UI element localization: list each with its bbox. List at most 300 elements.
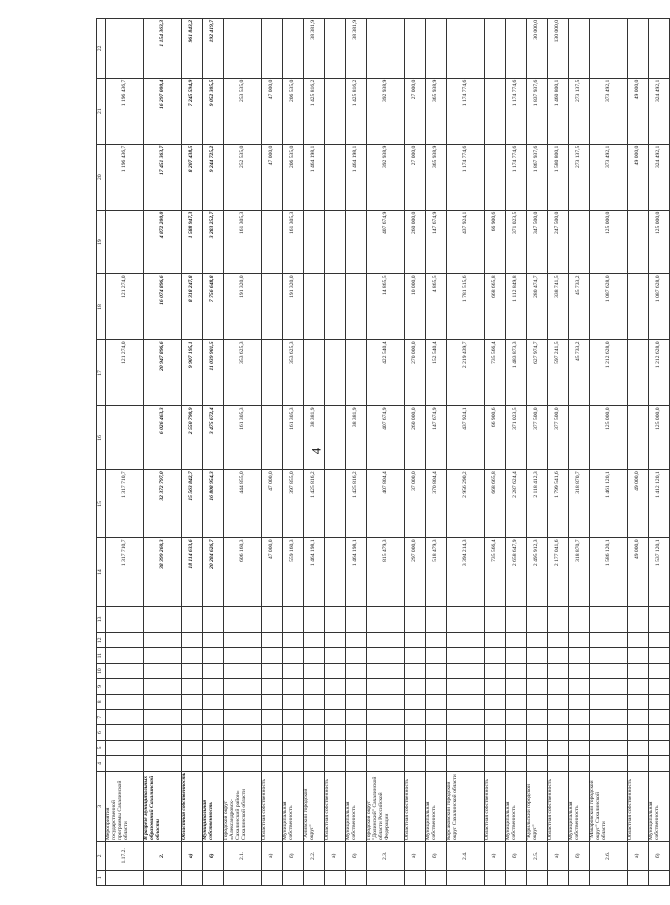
value-cell: 38 381,9: [346, 406, 367, 470]
value-cell: 1 580 800,1: [548, 144, 569, 210]
empty-cell: [224, 648, 262, 663]
empty-cell: [144, 663, 182, 678]
empty-cell: [283, 710, 304, 725]
row-number-cell: 2.5.: [527, 842, 548, 871]
value-cell: 1 196 436,7: [106, 78, 144, 144]
empty-cell: [144, 679, 182, 694]
value-cell: [485, 144, 506, 210]
table-header-row: [97, 19, 106, 886]
empty-cell: [283, 679, 304, 694]
empty-cell: [527, 679, 548, 694]
table-row: [447, 19, 485, 886]
row-number-cell: [548, 870, 569, 885]
empty-cell: [590, 633, 628, 648]
empty-cell: [447, 740, 485, 755]
empty-cell: [367, 648, 405, 663]
table-row: [325, 19, 346, 886]
row-number-cell: [325, 870, 346, 885]
value-cell: 4 865,5: [426, 274, 447, 340]
value-cell: 1 317 710,7: [106, 538, 144, 606]
empty-cell: [426, 725, 447, 740]
empty-cell: [346, 606, 367, 632]
column-number: 6: [97, 725, 106, 740]
row-name-cell: "Анивский городской округ": [304, 771, 325, 841]
empty-cell: [182, 663, 203, 678]
value-cell: 2 658 647,9: [506, 538, 527, 606]
row-number-cell: [506, 870, 527, 885]
empty-cell: [262, 756, 283, 771]
empty-cell: [506, 710, 527, 725]
empty-cell: [548, 633, 569, 648]
value-cell: 1 212 628,0: [649, 340, 670, 406]
empty-cell: [590, 756, 628, 771]
value-cell: 3 283 252,7: [203, 210, 224, 274]
empty-cell: [224, 725, 262, 740]
column-number: 5: [97, 740, 106, 755]
value-cell: [325, 340, 346, 406]
empty-cell: [649, 740, 670, 755]
value-cell: 30 000,0: [527, 19, 548, 79]
value-cell: 444 855,0: [224, 470, 262, 538]
empty-cell: [346, 633, 367, 648]
value-cell: 260 000,0: [405, 210, 426, 274]
value-cell: 1 483 873,3: [506, 340, 527, 406]
value-cell: 47 000,0: [262, 144, 283, 210]
value-cell: 370 804,4: [426, 470, 447, 538]
value-cell: 1 087 628,0: [590, 274, 628, 340]
empty-cell: [262, 633, 283, 648]
row-number-cell: [590, 870, 628, 885]
row-number-cell: [262, 870, 283, 885]
empty-cell: [182, 679, 203, 694]
row-number-cell: 1.17.2.: [106, 842, 144, 871]
value-cell: 125 000,0: [590, 210, 628, 274]
value-cell: [325, 274, 346, 340]
empty-cell: [325, 740, 346, 755]
empty-cell: [447, 648, 485, 663]
row-number-cell: [304, 870, 325, 885]
value-cell: 1 154 363,3: [144, 19, 182, 79]
value-cell: 152 540,4: [426, 340, 447, 406]
empty-cell: [447, 663, 485, 678]
value-cell: [106, 406, 144, 470]
empty-cell: [548, 756, 569, 771]
column-number: 2: [97, 842, 106, 871]
empty-cell: [106, 663, 144, 678]
value-cell: 66 900,6: [485, 406, 506, 470]
value-cell: [367, 19, 405, 79]
value-cell: 668 665,8: [485, 470, 506, 538]
empty-cell: [144, 694, 182, 709]
empty-cell: [628, 679, 649, 694]
value-cell: [346, 274, 367, 340]
value-cell: 1 867 937,6: [527, 144, 548, 210]
value-cell: 32 372 797,0: [144, 470, 182, 538]
column-number: 9: [97, 679, 106, 694]
value-cell: 17 451 363,7: [144, 144, 182, 210]
row-number-cell: б): [203, 842, 224, 871]
empty-cell: [628, 740, 649, 755]
table-row: [548, 19, 569, 886]
row-number-cell: [367, 870, 405, 885]
table-row: [262, 19, 283, 886]
row-number-cell: [569, 870, 590, 885]
table-row: [144, 19, 182, 886]
empty-cell: [485, 606, 506, 632]
empty-cell: [367, 756, 405, 771]
empty-cell: [106, 648, 144, 663]
row-name-cell: Областная собственность: [548, 771, 569, 841]
empty-cell: [346, 694, 367, 709]
value-cell: 191 320,0: [224, 274, 262, 340]
value-cell: [447, 19, 485, 79]
row-name-cell: Областная собственность: [485, 771, 506, 841]
value-cell: 49 000,0: [628, 470, 649, 538]
value-cell: [283, 19, 304, 79]
value-cell: [569, 210, 590, 274]
value-cell: 9 244 725,2: [203, 144, 224, 210]
value-cell: 27 000,0: [405, 144, 426, 210]
empty-cell: [144, 710, 182, 725]
value-cell: [325, 78, 346, 144]
empty-cell: [144, 740, 182, 755]
value-cell: [426, 19, 447, 79]
value-cell: 20 947 896,6: [144, 340, 182, 406]
empty-cell: [106, 710, 144, 725]
empty-cell: [649, 725, 670, 740]
empty-cell: [569, 756, 590, 771]
value-cell: 1 174 774,6: [506, 144, 527, 210]
empty-cell: [367, 679, 405, 694]
row-name-cell: В разрезе муниципальных образований Сахалинской области: [144, 771, 182, 841]
empty-cell: [325, 725, 346, 740]
table-row: [182, 19, 203, 886]
empty-cell: [346, 710, 367, 725]
row-number-cell: [224, 870, 262, 885]
value-cell: 1 425 816,2: [304, 78, 325, 144]
row-number-cell: [283, 870, 304, 885]
empty-cell: [325, 694, 346, 709]
empty-cell: [106, 725, 144, 740]
empty-cell: [590, 740, 628, 755]
row-number-cell: а): [628, 842, 649, 871]
value-cell: 318 870,7: [569, 538, 590, 606]
value-cell: 1 112 849,8: [506, 274, 527, 340]
empty-cell: [485, 694, 506, 709]
value-cell: 324 492,1: [649, 78, 670, 144]
value-cell: 273 137,5: [569, 78, 590, 144]
empty-cell: [182, 710, 203, 725]
column-number: 13: [97, 606, 106, 632]
empty-cell: [405, 740, 426, 755]
row-name-cell: "Макаровский городской округ" Сахалинской области: [590, 771, 628, 841]
value-cell: 353 625,3: [283, 340, 304, 406]
table-row: [506, 19, 527, 886]
empty-cell: [485, 663, 506, 678]
empty-cell: [224, 756, 262, 771]
empty-cell: [346, 648, 367, 663]
empty-cell: [325, 756, 346, 771]
table-row: [485, 19, 506, 886]
value-cell: 206 535,0: [283, 144, 304, 210]
value-cell: 518 479,3: [426, 538, 447, 606]
value-cell: [485, 78, 506, 144]
value-cell: [262, 210, 283, 274]
value-cell: 121 274,0: [106, 340, 144, 406]
value-cell: [485, 19, 506, 79]
row-name-cell: Муниципальная собственность: [569, 771, 590, 841]
value-cell: 253 535,0: [224, 78, 262, 144]
value-cell: 9 052 305,5: [203, 78, 224, 144]
value-cell: 14 865,5: [367, 274, 405, 340]
empty-cell: [346, 663, 367, 678]
row-number-cell: [485, 870, 506, 885]
value-cell: 47 000,0: [262, 470, 283, 538]
value-cell: 191 320,0: [283, 274, 304, 340]
empty-cell: [405, 663, 426, 678]
value-cell: 206 535,0: [283, 78, 304, 144]
value-cell: 437 924,1: [447, 406, 485, 470]
table-row: [203, 19, 224, 886]
value-cell: 3 475 672,4: [203, 406, 224, 470]
row-number-cell: а): [548, 842, 569, 871]
value-cell: 260 000,0: [405, 406, 426, 470]
value-cell: 161 305,3: [224, 406, 262, 470]
table-row: [569, 19, 590, 886]
value-cell: 422 540,4: [367, 340, 405, 406]
row-number-cell: б): [426, 842, 447, 871]
empty-cell: [203, 710, 224, 725]
table-container: [96, 18, 662, 886]
value-cell: 16 808 954,3: [203, 470, 224, 538]
row-number-cell: 2.: [144, 842, 182, 871]
table-row: [405, 19, 426, 886]
empty-cell: [590, 710, 628, 725]
value-cell: 125 000,0: [649, 210, 670, 274]
empty-cell: [203, 648, 224, 663]
row-name-cell: "Курильский городской округ": [527, 771, 548, 841]
row-number-cell: 2.2.: [304, 842, 325, 871]
empty-cell: [144, 756, 182, 771]
row-number-cell: [447, 870, 485, 885]
row-name-cell: Муниципальная собственность: [346, 771, 367, 841]
value-cell: [304, 340, 325, 406]
empty-cell: [262, 679, 283, 694]
empty-cell: [527, 633, 548, 648]
value-cell: 49 000,0: [628, 78, 649, 144]
empty-cell: [325, 710, 346, 725]
row-number-cell: [182, 870, 203, 885]
empty-cell: [224, 694, 262, 709]
column-number: 12: [97, 633, 106, 648]
row-number-cell: [649, 870, 670, 885]
value-cell: 280 474,7: [527, 274, 548, 340]
value-cell: 49 000,0: [628, 144, 649, 210]
value-cell: [262, 406, 283, 470]
column-number: 21: [97, 78, 106, 144]
value-cell: [304, 210, 325, 274]
empty-cell: [367, 606, 405, 632]
value-cell: 371 023,5: [506, 406, 527, 470]
empty-cell: [182, 756, 203, 771]
value-cell: 2 118 412,3: [527, 470, 548, 538]
value-cell: 1 464 198,1: [304, 144, 325, 210]
row-number-cell: 2.6.: [590, 842, 628, 871]
value-cell: 38 381,9: [304, 19, 325, 79]
value-cell: [346, 340, 367, 406]
empty-cell: [649, 663, 670, 678]
column-number: 14: [97, 538, 106, 606]
value-cell: 3 394 214,3: [447, 538, 485, 606]
empty-cell: [283, 663, 304, 678]
empty-cell: [224, 679, 262, 694]
value-cell: 192 419,7: [203, 19, 224, 79]
empty-cell: [367, 725, 405, 740]
empty-cell: [262, 606, 283, 632]
empty-cell: [304, 633, 325, 648]
value-cell: 37 000,0: [405, 470, 426, 538]
value-cell: 125 000,0: [649, 406, 670, 470]
empty-cell: [548, 710, 569, 725]
empty-cell: [367, 633, 405, 648]
row-number-cell: а): [405, 842, 426, 871]
value-cell: 606 160,3: [224, 538, 262, 606]
empty-cell: [548, 679, 569, 694]
empty-cell: [203, 679, 224, 694]
row-name-cell: Областная собственность: [262, 771, 283, 841]
page-number: 4: [308, 447, 324, 455]
empty-cell: [224, 606, 262, 632]
empty-cell: [447, 606, 485, 632]
row-number-cell: [144, 870, 182, 885]
empty-cell: [304, 694, 325, 709]
empty-cell: [262, 710, 283, 725]
value-cell: 1 837 937,6: [527, 78, 548, 144]
empty-cell: [548, 606, 569, 632]
value-cell: 377 500,0: [548, 406, 569, 470]
empty-cell: [283, 725, 304, 740]
empty-cell: [262, 648, 283, 663]
row-number-cell: [346, 870, 367, 885]
value-cell: 1 174 774,6: [506, 78, 527, 144]
empty-cell: [447, 725, 485, 740]
empty-cell: [106, 694, 144, 709]
value-cell: 1 425 816,2: [346, 78, 367, 144]
empty-cell: [325, 679, 346, 694]
value-cell: [628, 274, 649, 340]
value-cell: 2 177 041,6: [548, 538, 569, 606]
empty-cell: [106, 740, 144, 755]
value-cell: 1 464 198,1: [346, 144, 367, 210]
empty-cell: [485, 648, 506, 663]
value-cell: [325, 210, 346, 274]
empty-cell: [447, 710, 485, 725]
value-cell: 1 461 120,1: [590, 470, 628, 538]
row-number-cell: 2.1.: [224, 842, 262, 871]
empty-cell: [182, 633, 203, 648]
empty-cell: [506, 725, 527, 740]
value-cell: 2 550 790,9: [182, 406, 203, 470]
empty-cell: [182, 694, 203, 709]
column-number: 15: [97, 470, 106, 538]
column-number: 16: [97, 406, 106, 470]
value-cell: [106, 19, 144, 79]
value-cell: 397 855,0: [283, 470, 304, 538]
value-cell: 252 535,0: [224, 144, 262, 210]
empty-cell: [506, 633, 527, 648]
empty-cell: [485, 740, 506, 755]
value-cell: 1 781 515,6: [447, 274, 485, 340]
empty-cell: [405, 710, 426, 725]
value-cell: 1 087 628,0: [649, 274, 670, 340]
value-cell: [628, 340, 649, 406]
empty-cell: [527, 756, 548, 771]
value-cell: 27 000,0: [405, 78, 426, 144]
empty-cell: [144, 633, 182, 648]
value-cell: 365 938,9: [426, 144, 447, 210]
empty-cell: [628, 648, 649, 663]
row-number-cell: 2.3.: [367, 842, 405, 871]
value-cell: 9 907 195,1: [182, 340, 203, 406]
empty-cell: [304, 663, 325, 678]
empty-cell: [506, 606, 527, 632]
column-number: 10: [97, 663, 106, 678]
empty-cell: [628, 663, 649, 678]
value-cell: 318 870,7: [569, 470, 590, 538]
empty-cell: [447, 633, 485, 648]
empty-cell: [304, 606, 325, 632]
empty-cell: [569, 710, 590, 725]
value-cell: 437 924,1: [447, 210, 485, 274]
value-cell: 7 756 648,8: [203, 274, 224, 340]
empty-cell: [203, 725, 224, 740]
value-cell: 161 305,3: [283, 406, 304, 470]
empty-cell: [569, 679, 590, 694]
value-cell: 8 207 438,5: [182, 144, 203, 210]
value-cell: 10 000,0: [405, 274, 426, 340]
empty-cell: [262, 694, 283, 709]
value-cell: 373 492,1: [590, 144, 628, 210]
row-name-cell: Городской округ "Долинский" Сахалинской области Российской Федерации: [367, 771, 405, 841]
value-cell: 2 495 912,3: [527, 538, 548, 606]
empty-cell: [106, 756, 144, 771]
empty-cell: [569, 740, 590, 755]
value-cell: 161 305,3: [283, 210, 304, 274]
value-cell: 16 074 896,6: [144, 274, 182, 340]
value-cell: 392 938,9: [367, 144, 405, 210]
empty-cell: [649, 694, 670, 709]
value-cell: [106, 210, 144, 274]
empty-cell: [346, 725, 367, 740]
empty-cell: [590, 606, 628, 632]
empty-cell: [548, 740, 569, 755]
empty-cell: [628, 633, 649, 648]
empty-cell: [649, 710, 670, 725]
empty-cell: [405, 633, 426, 648]
value-cell: [569, 406, 590, 470]
value-cell: 247 500,0: [548, 210, 569, 274]
empty-cell: [548, 725, 569, 740]
empty-cell: [426, 740, 447, 755]
value-cell: 270 000,0: [405, 340, 426, 406]
empty-cell: [182, 725, 203, 740]
column-number: 7: [97, 710, 106, 725]
empty-cell: [590, 725, 628, 740]
value-cell: 597 241,5: [548, 340, 569, 406]
value-cell: 8 318 247,8: [182, 274, 203, 340]
table-row: [304, 19, 325, 886]
empty-cell: [224, 633, 262, 648]
